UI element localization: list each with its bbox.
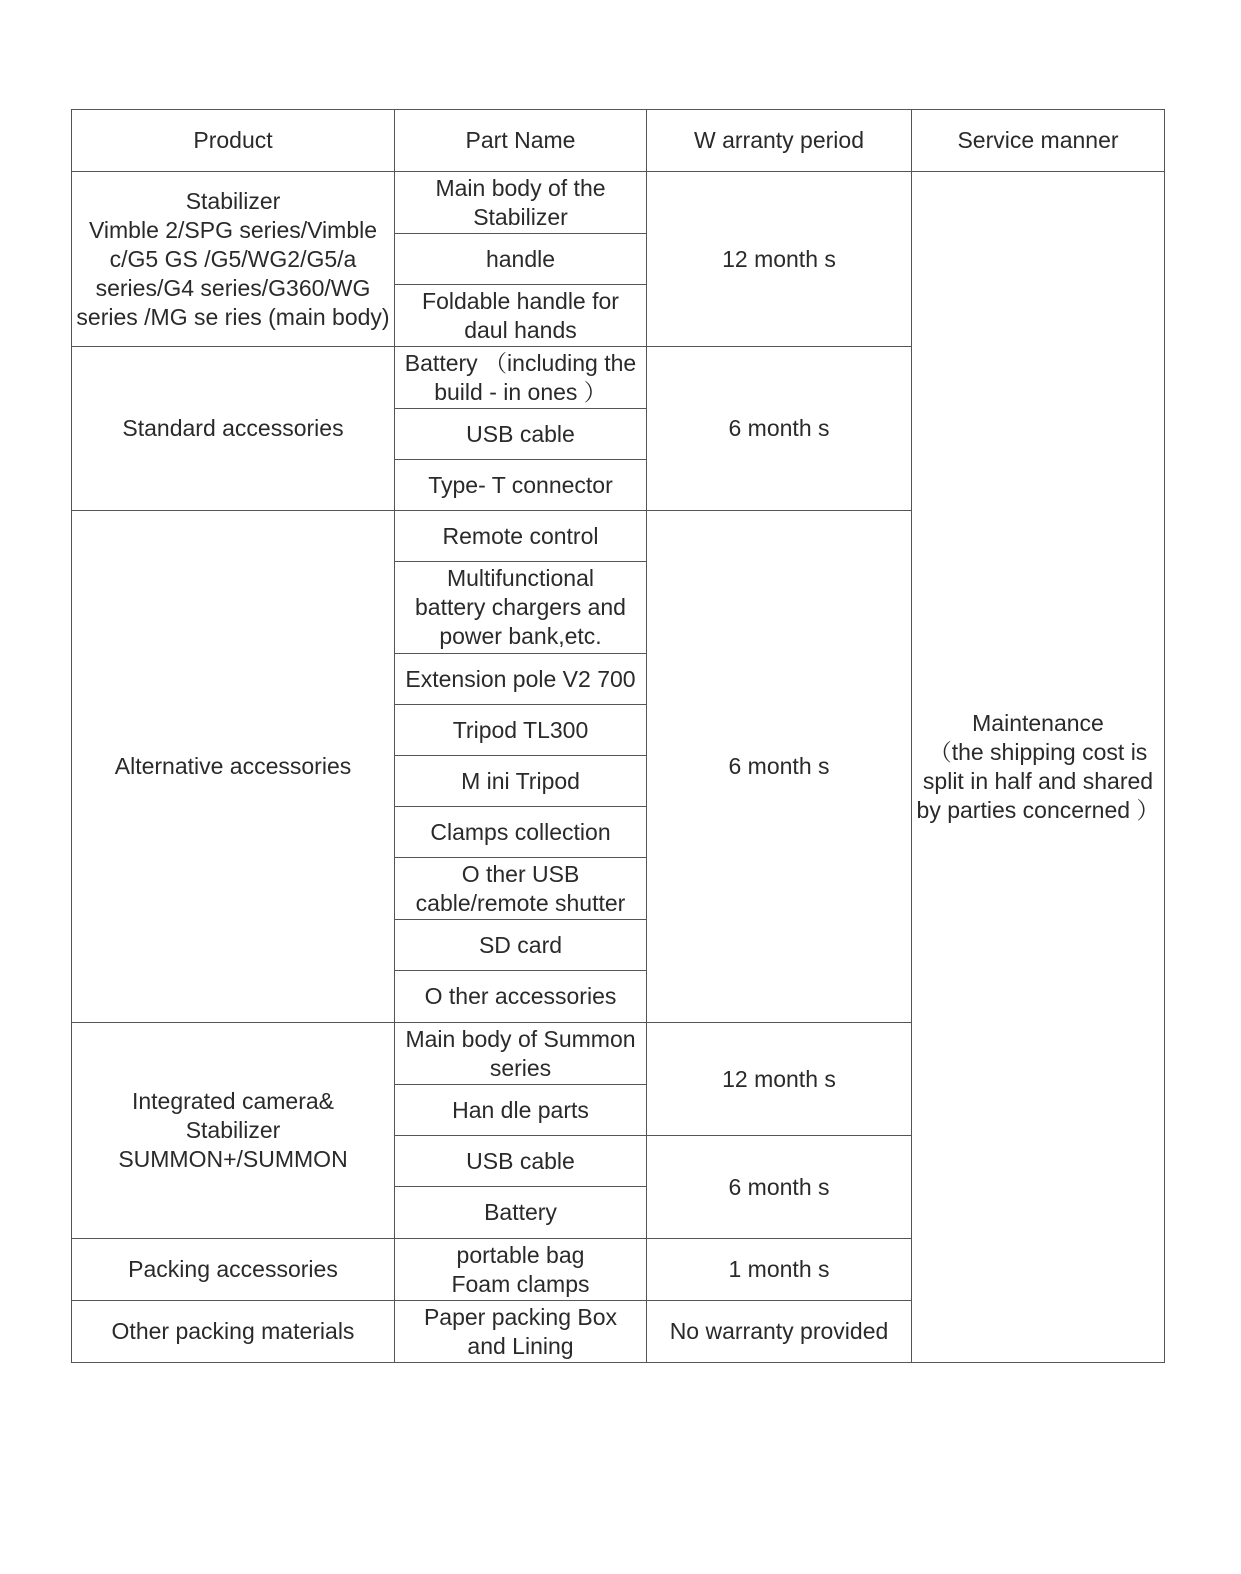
part-cell: Han dle parts bbox=[395, 1085, 647, 1136]
product-cell-other-packing: Other packing materials bbox=[72, 1301, 395, 1363]
header-part-name: Part Name bbox=[395, 110, 647, 172]
part-cell: O ther USB cable/remote shutter bbox=[395, 858, 647, 920]
part-cell: USB cable bbox=[395, 1136, 647, 1187]
part-cell: USB cable bbox=[395, 409, 647, 460]
part-cell: Main body of the Stabilizer bbox=[395, 172, 647, 234]
part-cell: handle bbox=[395, 234, 647, 285]
product-cell-standard: Standard accessories bbox=[72, 347, 395, 511]
part-cell: Battery （including the build - in ones ） bbox=[395, 347, 647, 409]
warranty-cell: 1 month s bbox=[647, 1239, 912, 1301]
product-cell-packing: Packing accessories bbox=[72, 1239, 395, 1301]
header-product: Product bbox=[72, 110, 395, 172]
part-cell: Main body of Summon series bbox=[395, 1023, 647, 1085]
part-cell: Foldable handle for daul hands bbox=[395, 285, 647, 347]
part-cell: M ini Tripod bbox=[395, 756, 647, 807]
part-cell: Multifunctional battery chargers and power bank,etc. bbox=[395, 562, 647, 654]
service-manner-cell: Maintenance （the shipping cost is split in half and shared by parties concerned ） bbox=[912, 172, 1165, 1363]
header-row bbox=[72, 110, 1165, 172]
header-service-manner: Service manner bbox=[912, 110, 1165, 172]
product-cell-stabilizer: Stabilizer Vimble 2/SPG series/Vimble c/G5 GS /G5/WG2/G5/a series/G4 series/G360/WG series /MG se ries (main body) bbox=[72, 172, 395, 347]
part-cell: portable bag Foam clamps bbox=[395, 1239, 647, 1301]
part-cell: Extension pole V2 700 bbox=[395, 654, 647, 705]
warranty-cell: 6 month s bbox=[647, 347, 912, 511]
part-cell: Tripod TL300 bbox=[395, 705, 647, 756]
part-cell: Battery bbox=[395, 1187, 647, 1239]
warranty-cell: 6 month s bbox=[647, 1136, 912, 1239]
warranty-cell: 12 month s bbox=[647, 172, 912, 347]
table-row bbox=[72, 172, 1165, 234]
warranty-cell: 6 month s bbox=[647, 511, 912, 1023]
part-cell: O ther accessories bbox=[395, 971, 647, 1023]
warranty-cell: No warranty provided bbox=[647, 1301, 912, 1363]
product-cell-alternative: Alternative accessories bbox=[72, 511, 395, 1023]
warranty-table bbox=[71, 109, 1165, 1363]
part-cell: Paper packing Box and Lining bbox=[395, 1301, 647, 1363]
part-cell: SD card bbox=[395, 920, 647, 971]
header-warranty-period: W arranty period bbox=[647, 110, 912, 172]
part-cell: Remote control bbox=[395, 511, 647, 562]
part-cell: Clamps collection bbox=[395, 807, 647, 858]
warranty-cell: 12 month s bbox=[647, 1023, 912, 1136]
product-cell-integrated: Integrated camera& Stabilizer SUMMON+/SUMMON bbox=[72, 1023, 395, 1239]
part-cell: Type- T connector bbox=[395, 460, 647, 511]
